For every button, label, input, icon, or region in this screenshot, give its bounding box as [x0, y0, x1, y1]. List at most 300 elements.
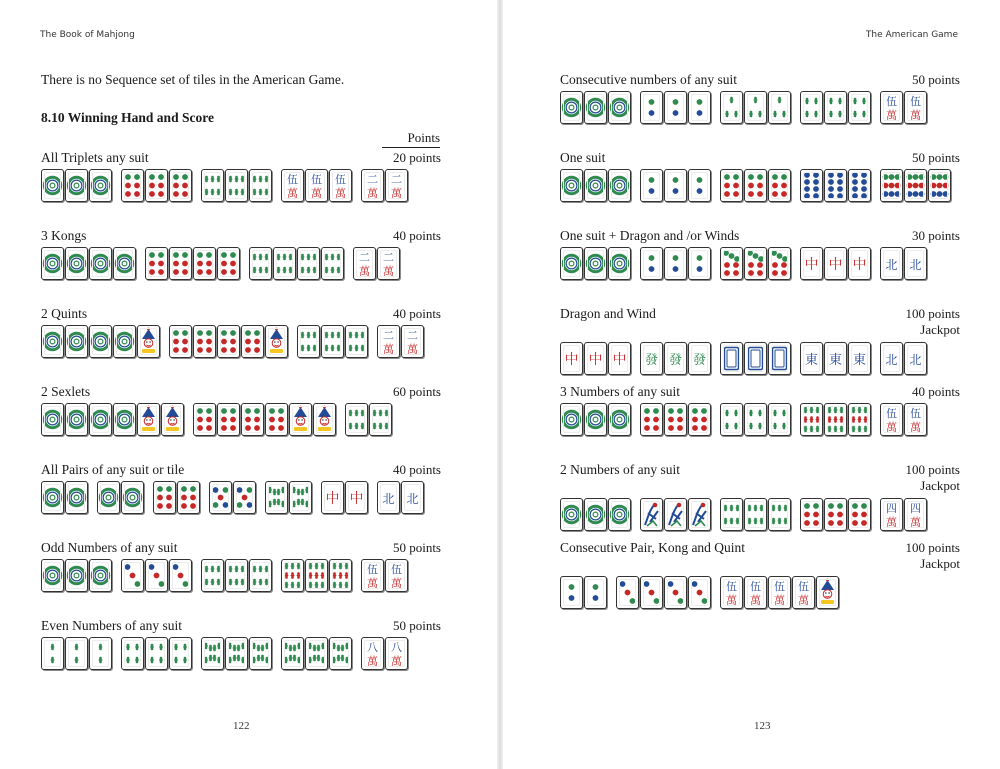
eight-bamboo-tile-icon [329, 637, 352, 670]
svg-text:伍: 伍 [335, 173, 346, 186]
svg-text:發: 發 [692, 353, 707, 368]
hand-points [393, 150, 441, 166]
svg-text:中: 中 [612, 352, 627, 368]
north-wind-tile-icon [401, 481, 424, 514]
three-dot-tile-icon [145, 559, 168, 592]
svg-text:萬: 萬 [774, 594, 785, 607]
svg-text:東: 東 [804, 353, 819, 368]
tile-group [800, 247, 871, 280]
hand-name: All Pairs of any suit or tile [41, 462, 185, 477]
one-circle-tile-icon [121, 481, 144, 514]
tile-group [560, 91, 631, 124]
one-circle-tile-icon [608, 498, 631, 531]
svg-text:萬: 萬 [335, 187, 346, 200]
points-value: 40 points [911, 384, 960, 399]
tile-group [201, 559, 272, 592]
seven-dot-tile-icon [744, 247, 767, 280]
one-circle-tile-icon [560, 169, 583, 202]
svg-text:中: 中 [588, 352, 603, 368]
hand-name: One suit + Dragon and /or Winds [560, 228, 740, 243]
svg-text:東: 東 [828, 353, 843, 368]
three-bamboo-tile-icon [744, 91, 767, 124]
hand-points [393, 306, 441, 322]
six-bamboo-tile-icon [249, 247, 272, 280]
six-bamboo-tile-icon [249, 169, 272, 202]
svg-text:北: 北 [909, 353, 922, 367]
one-circle-tile-icon [560, 498, 583, 531]
one-circle-tile-icon [65, 169, 88, 202]
six-bamboo-tile-icon [225, 169, 248, 202]
one-circle-tile-icon [65, 325, 88, 358]
tile-group [41, 559, 112, 592]
svg-text:二: 二 [383, 251, 394, 264]
points-value: 20 points [392, 150, 441, 165]
svg-text:萬: 萬 [367, 187, 378, 200]
svg-text:萬: 萬 [287, 187, 298, 200]
three-dot-tile-icon [664, 576, 687, 609]
svg-text:北: 北 [885, 258, 898, 272]
nine-bamboo-tile-icon [848, 403, 871, 436]
hand-points [912, 228, 960, 244]
eight-bamboo-tile-icon [305, 637, 328, 670]
two-dot-tile-icon [584, 576, 607, 609]
svg-text:萬: 萬 [910, 421, 921, 434]
tile-group [560, 403, 631, 436]
svg-text:二: 二 [367, 173, 378, 186]
six-bamboo-tile-icon [345, 403, 368, 436]
svg-text:北: 北 [406, 492, 419, 506]
svg-text:北: 北 [885, 353, 898, 367]
joker-tile-icon [161, 403, 184, 436]
svg-text:萬: 萬 [391, 655, 402, 668]
six-dot-tile-icon [217, 403, 240, 436]
one-circle-tile-icon [584, 91, 607, 124]
five-character-tile-icon [768, 576, 791, 609]
eight-bamboo-tile-icon [249, 637, 272, 670]
two-dot-tile-icon [664, 91, 687, 124]
svg-text:萬: 萬 [798, 594, 809, 607]
green-dragon-tile-icon [664, 342, 687, 375]
hand-points [912, 72, 960, 88]
points-value: 50 points [392, 540, 441, 555]
five-character-tile-icon [792, 576, 815, 609]
svg-text:北: 北 [909, 258, 922, 272]
hand-points [393, 540, 441, 556]
hand-name: Consecutive numbers of any suit [560, 72, 737, 87]
four-character-tile-icon [880, 498, 903, 531]
svg-text:伍: 伍 [910, 407, 921, 420]
two-dot-tile-icon [560, 576, 583, 609]
tile-group [297, 325, 368, 358]
tile-group [560, 498, 631, 531]
white-dragon-tile-icon [744, 342, 767, 375]
eight-bamboo-tile-icon [281, 637, 304, 670]
tile-group [800, 498, 871, 531]
tile-group [616, 576, 711, 609]
eight-bamboo-tile-icon [265, 481, 288, 514]
points-value: 100 points [905, 462, 960, 477]
svg-text:萬: 萬 [910, 516, 921, 529]
six-dot-tile-icon [768, 169, 791, 202]
red-dragon-tile-icon [824, 247, 847, 280]
tile-group [201, 169, 272, 202]
tile-group [560, 576, 607, 609]
tile-group [800, 169, 871, 202]
svg-text:伍: 伍 [886, 407, 897, 420]
jackpot-label: Jackpot [920, 478, 960, 493]
one-circle-tile-icon [41, 559, 64, 592]
one-bamboo-tile-icon [688, 498, 711, 531]
tile-group [880, 169, 951, 202]
two-dot-tile-icon [664, 247, 687, 280]
four-bamboo-tile-icon [824, 91, 847, 124]
points-value: 30 points [911, 228, 960, 243]
north-wind-tile-icon [377, 481, 400, 514]
two-character-tile-icon [353, 247, 376, 280]
six-dot-tile-icon [720, 169, 743, 202]
one-circle-tile-icon [89, 169, 112, 202]
points-value: 60 points [392, 384, 441, 399]
six-dot-tile-icon [145, 169, 168, 202]
tile-group [153, 481, 200, 514]
svg-text:中: 中 [852, 257, 867, 273]
hand-points [905, 306, 960, 338]
tile-group [361, 559, 408, 592]
svg-text:發: 發 [644, 353, 659, 368]
six-bamboo-tile-icon [225, 559, 248, 592]
two-bamboo-tile-icon [89, 637, 112, 670]
six-dot-tile-icon [664, 403, 687, 436]
svg-text:中: 中 [828, 257, 843, 273]
hand-name: 2 Quints [41, 306, 88, 321]
hand-points [393, 462, 441, 478]
nine-bamboo-tile-icon [824, 403, 847, 436]
six-dot-tile-icon [217, 325, 240, 358]
tile-row [560, 342, 927, 375]
six-dot-tile-icon [640, 403, 663, 436]
hand-points [905, 540, 960, 572]
eight-bamboo-tile-icon [225, 637, 248, 670]
svg-text:八: 八 [367, 641, 378, 654]
six-dot-tile-icon [744, 169, 767, 202]
one-circle-tile-icon [584, 498, 607, 531]
four-bamboo-tile-icon [848, 91, 871, 124]
tile-group [41, 403, 184, 436]
one-circle-tile-icon [65, 403, 88, 436]
seven-dot-tile-icon [720, 247, 743, 280]
tile-row [560, 403, 927, 436]
tile-group [880, 342, 927, 375]
five-dot-tile-icon [233, 481, 256, 514]
four-bamboo-tile-icon [800, 91, 823, 124]
five-character-tile-icon [720, 576, 743, 609]
white-dragon-tile-icon [720, 342, 743, 375]
two-dot-tile-icon [664, 169, 687, 202]
svg-text:伍: 伍 [391, 563, 402, 576]
tile-group [720, 247, 791, 280]
svg-text:萬: 萬 [910, 109, 921, 122]
six-dot-tile-icon [824, 498, 847, 531]
svg-text:萬: 萬 [367, 655, 378, 668]
seven-dot-tile-icon [768, 247, 791, 280]
svg-text:北: 北 [382, 492, 395, 506]
svg-text:萬: 萬 [886, 516, 897, 529]
six-bamboo-tile-icon [201, 559, 224, 592]
six-dot-tile-icon [241, 325, 264, 358]
six-dot-tile-icon [169, 247, 192, 280]
tile-group [345, 403, 392, 436]
two-dot-tile-icon [688, 169, 711, 202]
left-page [0, 0, 497, 769]
tile-row [41, 637, 408, 670]
points-value: 40 points [392, 228, 441, 243]
two-dot-tile-icon [688, 247, 711, 280]
one-circle-tile-icon [560, 403, 583, 436]
five-character-tile-icon [904, 403, 927, 436]
tile-row [41, 481, 424, 514]
tile-group [800, 403, 871, 436]
points-column-rule [382, 147, 440, 148]
five-dot-tile-icon [209, 481, 232, 514]
red-dragon-tile-icon [584, 342, 607, 375]
hand-points [912, 384, 960, 400]
six-dot-tile-icon [145, 247, 168, 280]
four-bamboo-tile-icon [169, 637, 192, 670]
svg-text:萬: 萬 [383, 265, 394, 278]
five-character-tile-icon [281, 169, 304, 202]
section-heading: 8.10 Winning Hand and Score [41, 110, 214, 125]
three-bamboo-tile-icon [720, 91, 743, 124]
one-circle-tile-icon [65, 559, 88, 592]
tile-group [560, 169, 631, 202]
svg-text:萬: 萬 [367, 577, 378, 590]
eight-dot-tile-icon [800, 169, 823, 202]
two-character-tile-icon [361, 169, 384, 202]
tile-group [640, 342, 711, 375]
eight-bamboo-tile-icon [289, 481, 312, 514]
north-wind-tile-icon [904, 247, 927, 280]
six-dot-tile-icon [193, 247, 216, 280]
one-circle-tile-icon [113, 403, 136, 436]
hand-name: One suit [560, 150, 606, 165]
one-circle-tile-icon [560, 247, 583, 280]
three-dot-tile-icon [640, 576, 663, 609]
nine-bamboo-tile-icon [305, 559, 328, 592]
svg-text:二: 二 [359, 251, 370, 264]
nine-dot-tile-icon [928, 169, 951, 202]
six-dot-tile-icon [177, 481, 200, 514]
five-character-tile-icon [385, 559, 408, 592]
svg-text:萬: 萬 [383, 343, 394, 356]
six-dot-tile-icon [193, 325, 216, 358]
six-dot-tile-icon [688, 403, 711, 436]
tile-group [720, 576, 839, 609]
north-wind-tile-icon [880, 342, 903, 375]
five-character-tile-icon [744, 576, 767, 609]
one-circle-tile-icon [584, 169, 607, 202]
six-dot-tile-icon [241, 403, 264, 436]
red-dragon-tile-icon [848, 247, 871, 280]
svg-text:二: 二 [391, 173, 402, 186]
nine-bamboo-tile-icon [329, 559, 352, 592]
points-value: 100 points [905, 306, 960, 321]
red-dragon-tile-icon [321, 481, 344, 514]
tile-group [377, 481, 424, 514]
eight-dot-tile-icon [848, 169, 871, 202]
svg-text:伍: 伍 [910, 95, 921, 108]
tile-row [41, 169, 408, 202]
hand-name: Consecutive Pair, Kong and Quint [560, 540, 746, 555]
joker-tile-icon [137, 325, 160, 358]
hand-name: 2 Numbers of any suit [560, 462, 680, 477]
five-character-tile-icon [329, 169, 352, 202]
page-number-right: 123 [754, 720, 771, 732]
tile-row [41, 325, 424, 358]
six-dot-tile-icon [169, 325, 192, 358]
east-wind-tile-icon [824, 342, 847, 375]
tile-group [640, 247, 711, 280]
tile-group [145, 247, 240, 280]
eight-character-tile-icon [385, 637, 408, 670]
tile-group [97, 481, 144, 514]
north-wind-tile-icon [880, 247, 903, 280]
east-wind-tile-icon [848, 342, 871, 375]
tile-group [560, 342, 631, 375]
six-dot-tile-icon [121, 169, 144, 202]
svg-text:萬: 萬 [311, 187, 322, 200]
tile-group [640, 91, 711, 124]
four-bamboo-tile-icon [768, 403, 791, 436]
tile-group [720, 91, 791, 124]
one-bamboo-tile-icon [664, 498, 687, 531]
red-dragon-tile-icon [608, 342, 631, 375]
tile-row [560, 247, 927, 280]
running-head-left: The Book of Mahjong [40, 30, 135, 40]
one-circle-tile-icon [113, 325, 136, 358]
tile-group [41, 247, 136, 280]
svg-text:伍: 伍 [367, 563, 378, 576]
one-circle-tile-icon [41, 169, 64, 202]
six-dot-tile-icon [169, 169, 192, 202]
one-circle-tile-icon [41, 247, 64, 280]
one-circle-tile-icon [89, 247, 112, 280]
one-bamboo-tile-icon [640, 498, 663, 531]
svg-text:伍: 伍 [311, 173, 322, 186]
svg-text:伍: 伍 [750, 580, 761, 593]
one-circle-tile-icon [608, 91, 631, 124]
three-dot-tile-icon [121, 559, 144, 592]
svg-text:伍: 伍 [886, 95, 897, 108]
hand-points [905, 462, 960, 494]
tile-group [121, 169, 192, 202]
svg-text:中: 中 [325, 491, 340, 507]
tile-group [880, 403, 927, 436]
six-dot-tile-icon [848, 498, 871, 531]
eight-bamboo-tile-icon [201, 637, 224, 670]
eight-dot-tile-icon [824, 169, 847, 202]
tile-group [193, 403, 336, 436]
joker-tile-icon [816, 576, 839, 609]
tile-row [41, 559, 408, 592]
six-dot-tile-icon [800, 498, 823, 531]
green-dragon-tile-icon [688, 342, 711, 375]
five-character-tile-icon [880, 403, 903, 436]
six-bamboo-tile-icon [369, 403, 392, 436]
svg-text:萬: 萬 [886, 421, 897, 434]
tile-group [361, 637, 408, 670]
five-character-tile-icon [361, 559, 384, 592]
four-bamboo-tile-icon [744, 403, 767, 436]
one-circle-tile-icon [560, 91, 583, 124]
four-bamboo-tile-icon [121, 637, 144, 670]
six-dot-tile-icon [217, 247, 240, 280]
points-value: 50 points [911, 72, 960, 87]
hand-points [912, 150, 960, 166]
three-dot-tile-icon [169, 559, 192, 592]
svg-text:中: 中 [349, 491, 364, 507]
svg-text:萬: 萬 [391, 187, 402, 200]
three-dot-tile-icon [688, 576, 711, 609]
points-value: 40 points [392, 306, 441, 321]
one-circle-tile-icon [608, 247, 631, 280]
six-bamboo-tile-icon [345, 325, 368, 358]
svg-text:伍: 伍 [774, 580, 785, 593]
tile-group [880, 498, 927, 531]
tile-group [353, 247, 400, 280]
nine-bamboo-tile-icon [281, 559, 304, 592]
svg-text:萬: 萬 [726, 594, 737, 607]
six-bamboo-tile-icon [297, 325, 320, 358]
svg-text:二: 二 [383, 329, 394, 342]
two-dot-tile-icon [640, 91, 663, 124]
tile-row [560, 498, 927, 531]
running-head-right: The American Game [865, 30, 958, 40]
white-dragon-tile-icon [768, 342, 791, 375]
six-bamboo-tile-icon [201, 169, 224, 202]
hand-name: 3 Numbers of any suit [560, 384, 680, 399]
tile-group [880, 91, 927, 124]
points-column-header: Points [407, 130, 440, 145]
six-bamboo-tile-icon [744, 498, 767, 531]
tile-group [41, 637, 112, 670]
green-dragon-tile-icon [640, 342, 663, 375]
four-character-tile-icon [904, 498, 927, 531]
hand-name: 2 Sexlets [41, 384, 91, 399]
svg-text:中: 中 [564, 352, 579, 368]
tile-group [720, 498, 791, 531]
svg-text:萬: 萬 [359, 265, 370, 278]
hand-name: Even Numbers of any suit [41, 618, 182, 633]
tile-group [720, 169, 791, 202]
svg-text:萬: 萬 [750, 594, 761, 607]
hand-name: 3 Kongs [41, 228, 87, 243]
svg-text:二: 二 [407, 329, 418, 342]
tile-group [41, 325, 160, 358]
two-character-tile-icon [377, 247, 400, 280]
svg-text:四: 四 [910, 502, 921, 515]
tile-row [560, 91, 927, 124]
eight-character-tile-icon [361, 637, 384, 670]
tile-group [800, 91, 871, 124]
nine-bamboo-tile-icon [800, 403, 823, 436]
one-circle-tile-icon [97, 481, 120, 514]
red-dragon-tile-icon [345, 481, 368, 514]
six-bamboo-tile-icon [720, 498, 743, 531]
points-value: 100 points [905, 540, 960, 555]
points-value: 50 points [911, 150, 960, 165]
tile-group [41, 481, 88, 514]
points-value: 40 points [392, 462, 441, 477]
